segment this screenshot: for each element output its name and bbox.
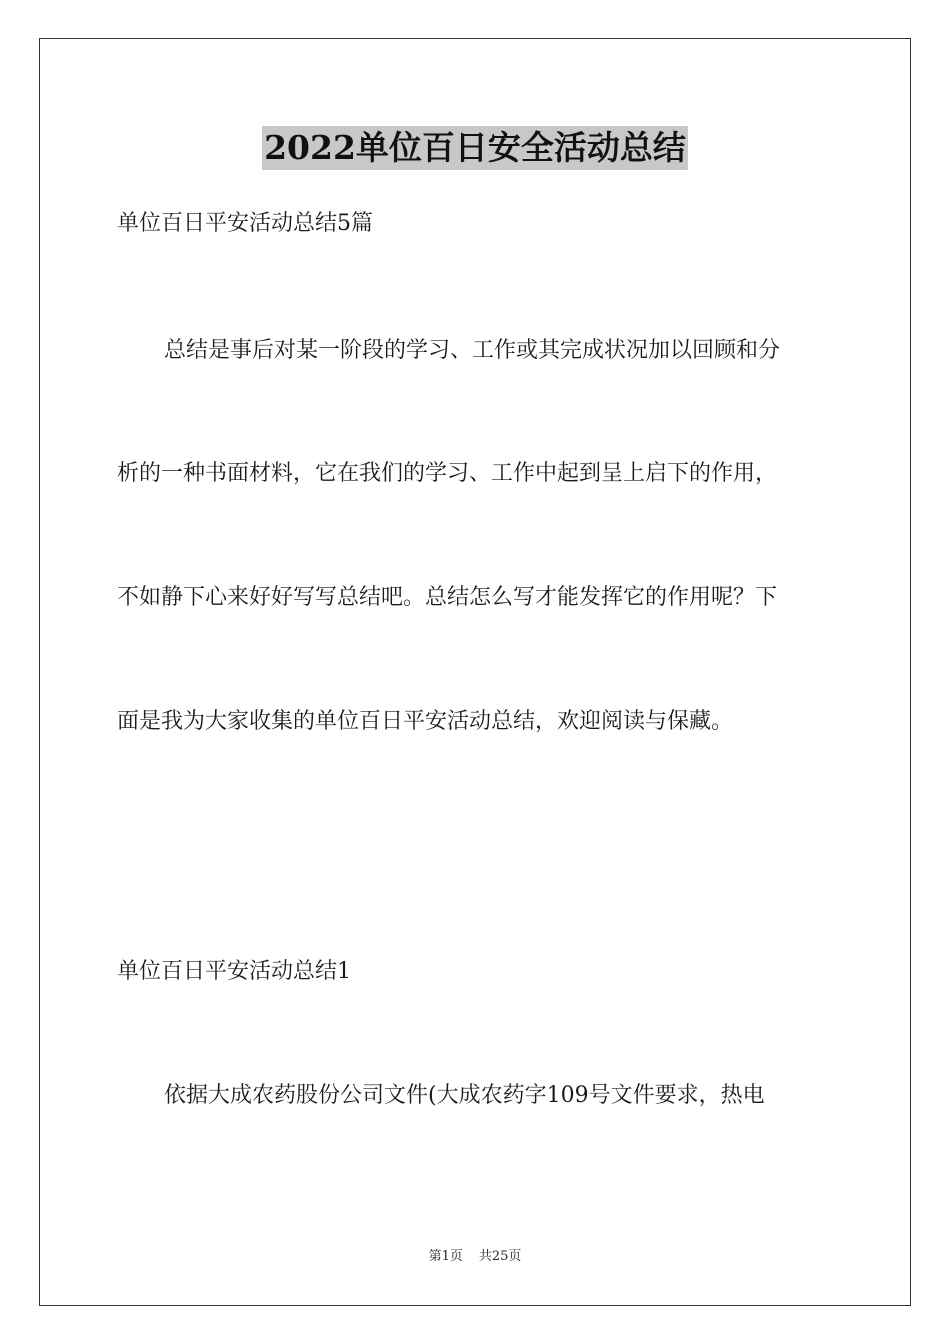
- intro-line-2: 析的一种书面材料，它在我们的学习、工作中起到呈上启下的作用，: [117, 461, 778, 486]
- page-footer: [0, 1248, 950, 1266]
- intro-line-4: 面是我为大家收集的单位百日平安活动总结，欢迎阅读与保藏。: [117, 709, 734, 734]
- section-heading: 单位百日平安活动总结1: [117, 959, 351, 984]
- document-subtitle: 单位百日平安活动总结5篇: [117, 211, 373, 236]
- document-title: 2022单位百日安全活动总结: [262, 126, 688, 170]
- intro-line-3: 不如静下心来好好写写总结吧。总结怎么写才能发挥它的作用呢？下: [117, 585, 778, 610]
- page-number: 第1页: [428, 1249, 463, 1264]
- title-container: [0, 126, 950, 170]
- page-total: 共25页: [478, 1249, 522, 1264]
- intro-line-1: 总结是事后对某一阶段的学习、工作或其完成状况加以回顾和分: [164, 338, 781, 363]
- section-first-line: 依据大成农药股份公司文件(大成农药字109号文件要求，热电: [164, 1083, 765, 1108]
